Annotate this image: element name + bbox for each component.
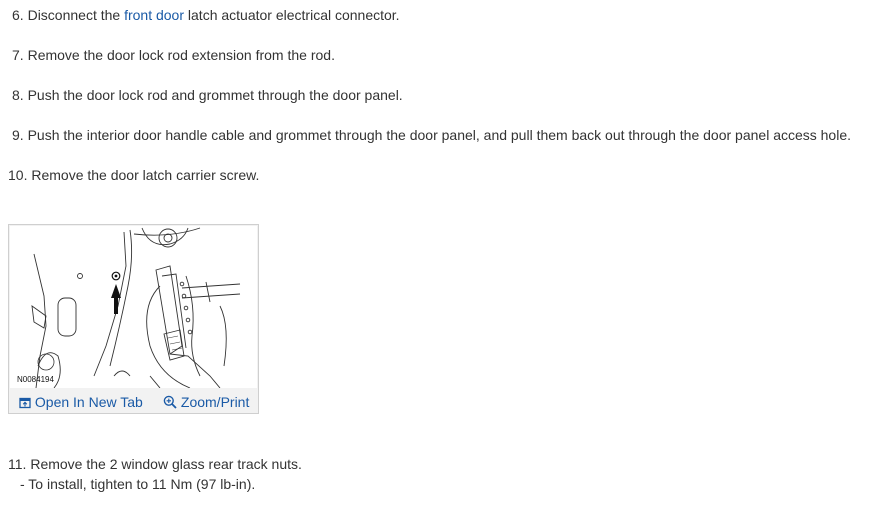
step-text: Push the door lock rod and grommet through the door panel. [27, 87, 403, 103]
step-9 [12, 126, 851, 144]
open-in-new-tab-button[interactable] [19, 393, 143, 411]
step-text: Disconnect the [27, 7, 125, 23]
step-number: 7. [12, 47, 24, 63]
door-latch-illustration[interactable] [10, 226, 257, 388]
step-number: 8. [12, 87, 24, 103]
open-in-new-tab-label: Open In New Tab [34, 394, 143, 410]
zoom-magnifier-icon [163, 395, 177, 409]
step-text: Remove the 2 window glass rear track nuts. [30, 456, 302, 472]
step-7 [12, 46, 335, 64]
zoom-print-label: Zoom/Print [180, 394, 250, 410]
figure [8, 224, 259, 414]
step-number: 6. [12, 7, 24, 23]
step-11 [8, 455, 302, 473]
step-text: latch actuator electrical connector. [184, 7, 400, 23]
step-10 [8, 166, 259, 184]
step-number: 9. [12, 127, 24, 143]
step-8 [12, 86, 403, 104]
step-text: Remove the door lock rod extension from the rod. [27, 47, 335, 63]
step-text: Push the interior door handle cable and grommet through the door panel, and pull them back out through the door panel access hole. [27, 127, 852, 143]
front-door-link[interactable]: front door [124, 7, 185, 23]
figure-actions [9, 389, 258, 413]
open-new-tab-icon [19, 397, 31, 409]
door-latch-drawing [10, 226, 257, 388]
step-number: 11. [8, 456, 27, 472]
figure-id: N0084194 [17, 375, 54, 384]
sub-step-install-torque [20, 475, 255, 493]
step-text: Remove the door latch carrier screw. [31, 167, 260, 183]
step-number: 10. [8, 167, 28, 183]
step-6 [12, 6, 400, 24]
sub-step-text: - To install, tighten to 11 Nm (97 lb-in). [20, 476, 256, 492]
zoom-print-button[interactable] [163, 393, 249, 411]
